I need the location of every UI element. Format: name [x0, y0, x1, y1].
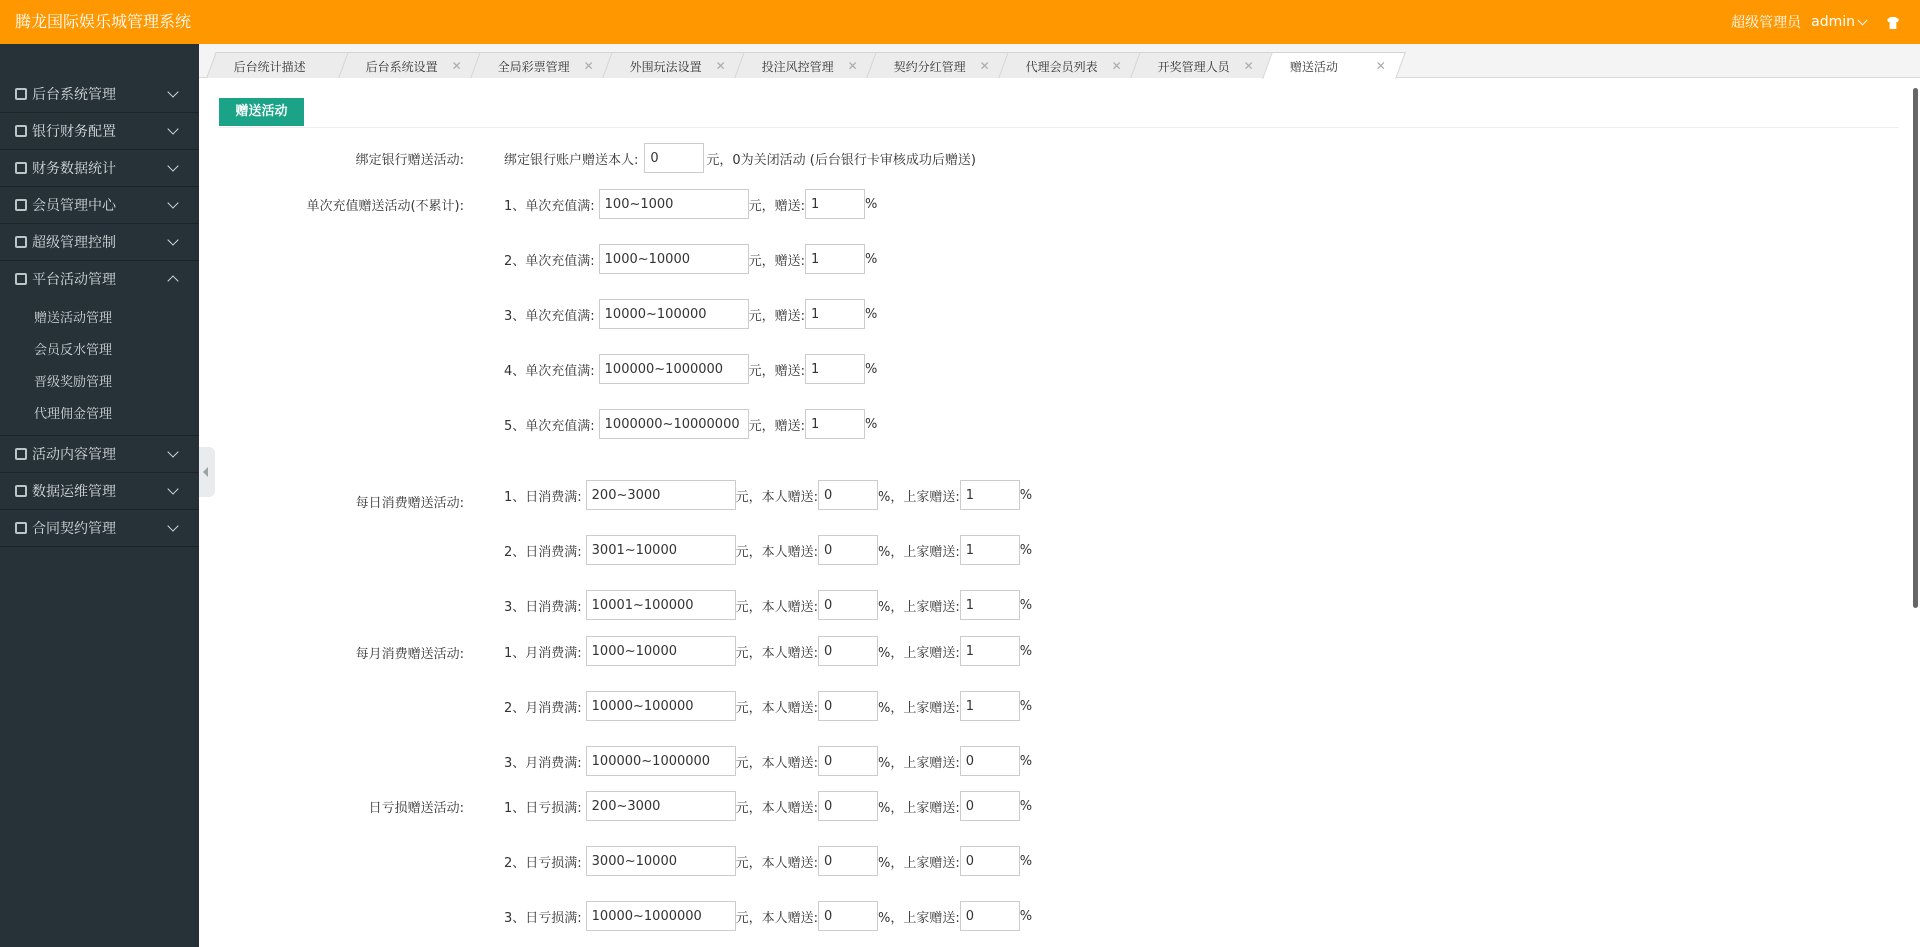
- tab[interactable]: [1262, 52, 1406, 79]
- row-mid: 元，本人赠送:: [735, 599, 819, 615]
- sidebar-menu: [0, 76, 199, 547]
- chevron-down-icon: [167, 520, 178, 531]
- sidebar-item-label: 后台系统管理: [32, 87, 116, 103]
- row-mid: 元，本人赠送:: [735, 755, 819, 771]
- sidebar-item[interactable]: [0, 113, 199, 149]
- section-label: 单次充值赠送活动(不累计):: [306, 199, 464, 214]
- doc-icon: [15, 448, 27, 460]
- range-input[interactable]: [586, 480, 736, 510]
- sidebar-group-0: [0, 76, 199, 113]
- row-mid: %，上家赠送:: [878, 800, 960, 816]
- parent-percent-input[interactable]: [960, 901, 1020, 931]
- row-prefix: 3、月消费满:: [504, 755, 582, 771]
- range-input[interactable]: [586, 590, 736, 620]
- section-label: 每月消费赠送活动:: [355, 647, 464, 662]
- bind-bank-prefix: 绑定银行账户赠送本人:: [504, 152, 639, 168]
- chevron-down-icon: [167, 446, 178, 457]
- tab[interactable]: [866, 52, 1009, 78]
- self-percent-input[interactable]: [818, 791, 878, 821]
- tab-label: 外围玩法设置: [629, 59, 702, 74]
- row-prefix: 1、月消费满:: [504, 645, 582, 661]
- unit-label: %: [1019, 487, 1033, 503]
- recharge-row: [504, 189, 877, 219]
- row-mid: 元，赠送:: [748, 308, 806, 324]
- sidebar-item[interactable]: [0, 436, 199, 472]
- sidebar-group-3: [0, 187, 199, 224]
- close-icon[interactable]: ✕: [1375, 59, 1386, 73]
- row-mid: %，上家赠送:: [878, 489, 960, 505]
- sidebar-item[interactable]: [0, 187, 199, 223]
- parent-percent-input[interactable]: [960, 791, 1020, 821]
- tab-label: 后台统计描述: [233, 59, 306, 74]
- tab-label: 后台系统设置: [365, 59, 438, 74]
- sidebar-item[interactable]: [0, 76, 199, 112]
- parent-percent-input[interactable]: [960, 746, 1020, 776]
- unit-label: %: [1019, 643, 1033, 659]
- main-content: [199, 79, 1920, 947]
- row-mid: %，上家赠送:: [878, 910, 960, 926]
- user-area: [1731, 0, 1902, 44]
- parent-percent-input[interactable]: [960, 590, 1020, 620]
- sidebar-subitem[interactable]: 晋级奖励管理: [34, 375, 113, 390]
- daily-loss-row: [504, 846, 1032, 876]
- tab-label: 代理会员列表: [1025, 59, 1098, 74]
- parent-percent-input[interactable]: [960, 535, 1020, 565]
- unit-label: %: [865, 251, 878, 267]
- user-icon: [15, 199, 27, 211]
- range-input[interactable]: [586, 901, 736, 931]
- username: admin: [1811, 14, 1855, 30]
- sidebar-group-2: [0, 150, 199, 187]
- recharge-row: [504, 354, 877, 384]
- self-percent-input[interactable]: [818, 535, 878, 565]
- sidebar-group-6: [0, 436, 199, 473]
- tab[interactable]: [470, 52, 613, 78]
- app-title: 腾龙国际娱乐城管理系统: [15, 12, 192, 31]
- close-icon[interactable]: ✕: [979, 59, 990, 73]
- chevron-down-icon: [167, 234, 178, 245]
- sidebar-item-label: 财务数据统计: [32, 161, 116, 177]
- parent-percent-input[interactable]: [960, 691, 1020, 721]
- sidebar-subitem[interactable]: 会员反水管理: [34, 343, 113, 358]
- tab-inner: [872, 53, 1004, 79]
- row-mid: 元，赠送:: [748, 198, 806, 214]
- row-prefix: 1、单次充值满:: [504, 198, 595, 214]
- tab[interactable]: [338, 52, 481, 78]
- percent-input[interactable]: [805, 189, 865, 219]
- row-mid: 元，本人赠送:: [735, 544, 819, 560]
- row-mid: %，上家赠送:: [878, 599, 960, 615]
- range-input[interactable]: [599, 409, 749, 439]
- tab[interactable]: [734, 52, 877, 78]
- recharge-row: [504, 299, 877, 329]
- tab[interactable]: [206, 52, 349, 78]
- row-mid: 元，本人赠送:: [735, 855, 819, 871]
- sidebar-group-5: [0, 261, 199, 436]
- row-prefix: 5、单次充值满:: [504, 418, 595, 434]
- sidebar-item[interactable]: [0, 224, 199, 260]
- user-menu[interactable]: [1811, 14, 1874, 30]
- sidebar-item-label: 合同契约管理: [32, 521, 116, 537]
- self-percent-input[interactable]: [818, 846, 878, 876]
- range-input[interactable]: [599, 299, 749, 329]
- row-mid: 元，本人赠送:: [735, 910, 819, 926]
- close-icon[interactable]: ✕: [451, 59, 462, 73]
- unit-label: %: [1019, 753, 1033, 769]
- tab[interactable]: [998, 52, 1141, 78]
- unit-label: %: [1019, 542, 1033, 558]
- sidebar-item-label: 超级管理控制: [32, 235, 116, 251]
- unit-label: %: [865, 416, 878, 432]
- sidebar-item-label: 会员管理中心: [32, 198, 116, 214]
- bind-bank-suffix: 元，0为关闭活动 (后台银行卡审核成功后赠送): [706, 152, 976, 168]
- sidebar-subitem[interactable]: 代理佣金管理: [34, 407, 113, 422]
- unit-label: %: [1019, 698, 1033, 714]
- top-bar: [0, 0, 1920, 44]
- sidebar-group-7: [0, 473, 199, 510]
- row-mid: 元，本人赠送:: [735, 800, 819, 816]
- range-input[interactable]: [599, 189, 749, 219]
- daily-loss-row: [504, 901, 1032, 931]
- daily-loss-row: [504, 791, 1032, 821]
- range-input[interactable]: [586, 746, 736, 776]
- row-mid: 元，本人赠送:: [735, 645, 819, 661]
- row-mid: 元，本人赠送:: [735, 489, 819, 505]
- unit-label: %: [1019, 853, 1033, 869]
- range-input[interactable]: [586, 691, 736, 721]
- bind-bank-row: [504, 143, 976, 173]
- row-prefix: 1、日消费满:: [504, 489, 582, 505]
- tab-label: 赠送活动: [1289, 59, 1338, 74]
- sidebar-subitem[interactable]: 赠送活动管理: [34, 311, 113, 326]
- tab-label: 契约分红管理: [893, 59, 966, 74]
- sidebar-item[interactable]: [0, 510, 199, 546]
- recharge-row: [504, 244, 877, 274]
- sidebar: [0, 44, 199, 947]
- sidebar-item-label: 数据运维管理: [32, 484, 116, 500]
- sidebar-item[interactable]: [0, 150, 199, 186]
- tab-label: 投注风控管理: [761, 59, 834, 74]
- range-input[interactable]: [586, 636, 736, 666]
- unit-label: %: [1019, 798, 1033, 814]
- tab-inner: [344, 53, 476, 79]
- row-mid: 元，赠送:: [748, 418, 806, 434]
- tab-label: 全局彩票管理: [497, 59, 570, 74]
- parent-percent-input[interactable]: [960, 846, 1020, 876]
- section-label: 日亏损赠送活动:: [368, 801, 464, 816]
- close-icon[interactable]: ✕: [1111, 59, 1122, 73]
- chevron-down-icon: [167, 86, 178, 97]
- tab-inner: [212, 53, 344, 79]
- range-input[interactable]: [599, 354, 749, 384]
- close-icon[interactable]: ✕: [583, 59, 594, 73]
- chevron-up-icon: [167, 275, 178, 286]
- recharge-row: [504, 409, 877, 439]
- sidebar-item[interactable]: [0, 261, 199, 297]
- daily-consume-row: [504, 480, 1032, 510]
- row-prefix: 2、单次充值满:: [504, 253, 595, 269]
- unit-label: %: [865, 306, 878, 322]
- theme-icon[interactable]: [1884, 15, 1902, 29]
- sidebar-group-1: [0, 113, 199, 150]
- bind-bank-label: 绑定银行赠送活动:: [355, 153, 464, 168]
- chevron-down-icon: [167, 197, 178, 208]
- row-mid: %，上家赠送:: [878, 544, 960, 560]
- percent-input[interactable]: [805, 299, 865, 329]
- role-label: 超级管理员: [1731, 15, 1802, 31]
- tab[interactable]: [1130, 52, 1273, 78]
- tab-inner: [608, 53, 740, 79]
- divider: [219, 127, 1899, 128]
- chevron-down-icon: [1858, 15, 1868, 25]
- tab-inner: [1268, 53, 1400, 79]
- chevron-down-icon: [167, 123, 178, 134]
- section-label: 每日消费赠送活动:: [355, 496, 464, 511]
- unit-label: %: [1019, 597, 1033, 613]
- gear-icon: [15, 88, 27, 100]
- range-input[interactable]: [586, 846, 736, 876]
- daily-consume-row: [504, 535, 1032, 565]
- list-icon: [15, 125, 27, 137]
- daily-consume-row: [504, 590, 1032, 620]
- self-percent-input[interactable]: [818, 691, 878, 721]
- doc-icon: [15, 522, 27, 534]
- chevron-down-icon: [167, 483, 178, 494]
- gift-icon: [15, 273, 27, 285]
- row-prefix: 4、单次充值满:: [504, 363, 595, 379]
- tab-inner: [740, 53, 872, 79]
- bind-bank-amount-input[interactable]: [644, 143, 704, 173]
- self-percent-input[interactable]: [818, 480, 878, 510]
- row-prefix: 3、日消费满:: [504, 599, 582, 615]
- tab-inner: [476, 53, 608, 79]
- unit-label: %: [865, 361, 878, 377]
- chevron-down-icon: [167, 160, 178, 171]
- row-mid: 元，赠送:: [748, 253, 806, 269]
- admin-icon: [15, 236, 27, 248]
- monthly-consume-row: [504, 691, 1032, 721]
- parent-percent-input[interactable]: [960, 636, 1020, 666]
- row-prefix: 2、日亏损满:: [504, 855, 582, 871]
- unit-label: %: [1019, 908, 1033, 924]
- row-prefix: 3、日亏损满:: [504, 910, 582, 926]
- percent-input[interactable]: [805, 354, 865, 384]
- range-input[interactable]: [586, 535, 736, 565]
- close-icon[interactable]: ✕: [715, 59, 726, 73]
- sidebar-submenu: [0, 297, 199, 435]
- row-mid: %，上家赠送:: [878, 755, 960, 771]
- sidebar-item-label: 平台活动管理: [32, 272, 116, 288]
- row-mid: %，上家赠送:: [878, 855, 960, 871]
- row-mid: 元，本人赠送:: [735, 700, 819, 716]
- scrollbar[interactable]: [1913, 88, 1918, 608]
- unit-label: %: [865, 196, 878, 212]
- section-tag[interactable]: 赠送活动: [219, 98, 304, 126]
- self-percent-input[interactable]: [818, 746, 878, 776]
- parent-percent-input[interactable]: [960, 480, 1020, 510]
- sidebar-group-4: [0, 224, 199, 261]
- sidebar-item-label: 活动内容管理: [32, 447, 116, 463]
- tab-label: 开奖管理人员: [1157, 59, 1230, 74]
- row-prefix: 2、月消费满:: [504, 700, 582, 716]
- percent-input[interactable]: [805, 244, 865, 274]
- tab-inner: [1136, 53, 1268, 79]
- close-icon[interactable]: ✕: [1243, 59, 1254, 73]
- monthly-consume-row: [504, 636, 1032, 666]
- self-percent-input[interactable]: [818, 590, 878, 620]
- range-input[interactable]: [599, 244, 749, 274]
- sidebar-item-label: 银行财务配置: [32, 124, 116, 140]
- range-input[interactable]: [586, 791, 736, 821]
- row-prefix: 1、日亏损满:: [504, 800, 582, 816]
- sidebar-item[interactable]: [0, 473, 199, 509]
- percent-input[interactable]: [805, 409, 865, 439]
- self-percent-input[interactable]: [818, 636, 878, 666]
- row-mid: %，上家赠送:: [878, 700, 960, 716]
- tab-bar: [199, 44, 1920, 78]
- close-icon[interactable]: ✕: [847, 59, 858, 73]
- row-prefix: 3、单次充值满:: [504, 308, 595, 324]
- doc-icon: [15, 485, 27, 497]
- tab[interactable]: [602, 52, 745, 78]
- chart-icon: [15, 162, 27, 174]
- row-mid: %，上家赠送:: [878, 645, 960, 661]
- row-prefix: 2、日消费满:: [504, 544, 582, 560]
- self-percent-input[interactable]: [818, 901, 878, 931]
- sidebar-group-8: [0, 510, 199, 547]
- tab-inner: [1004, 53, 1136, 79]
- row-mid: 元，赠送:: [748, 363, 806, 379]
- monthly-consume-row: [504, 746, 1032, 776]
